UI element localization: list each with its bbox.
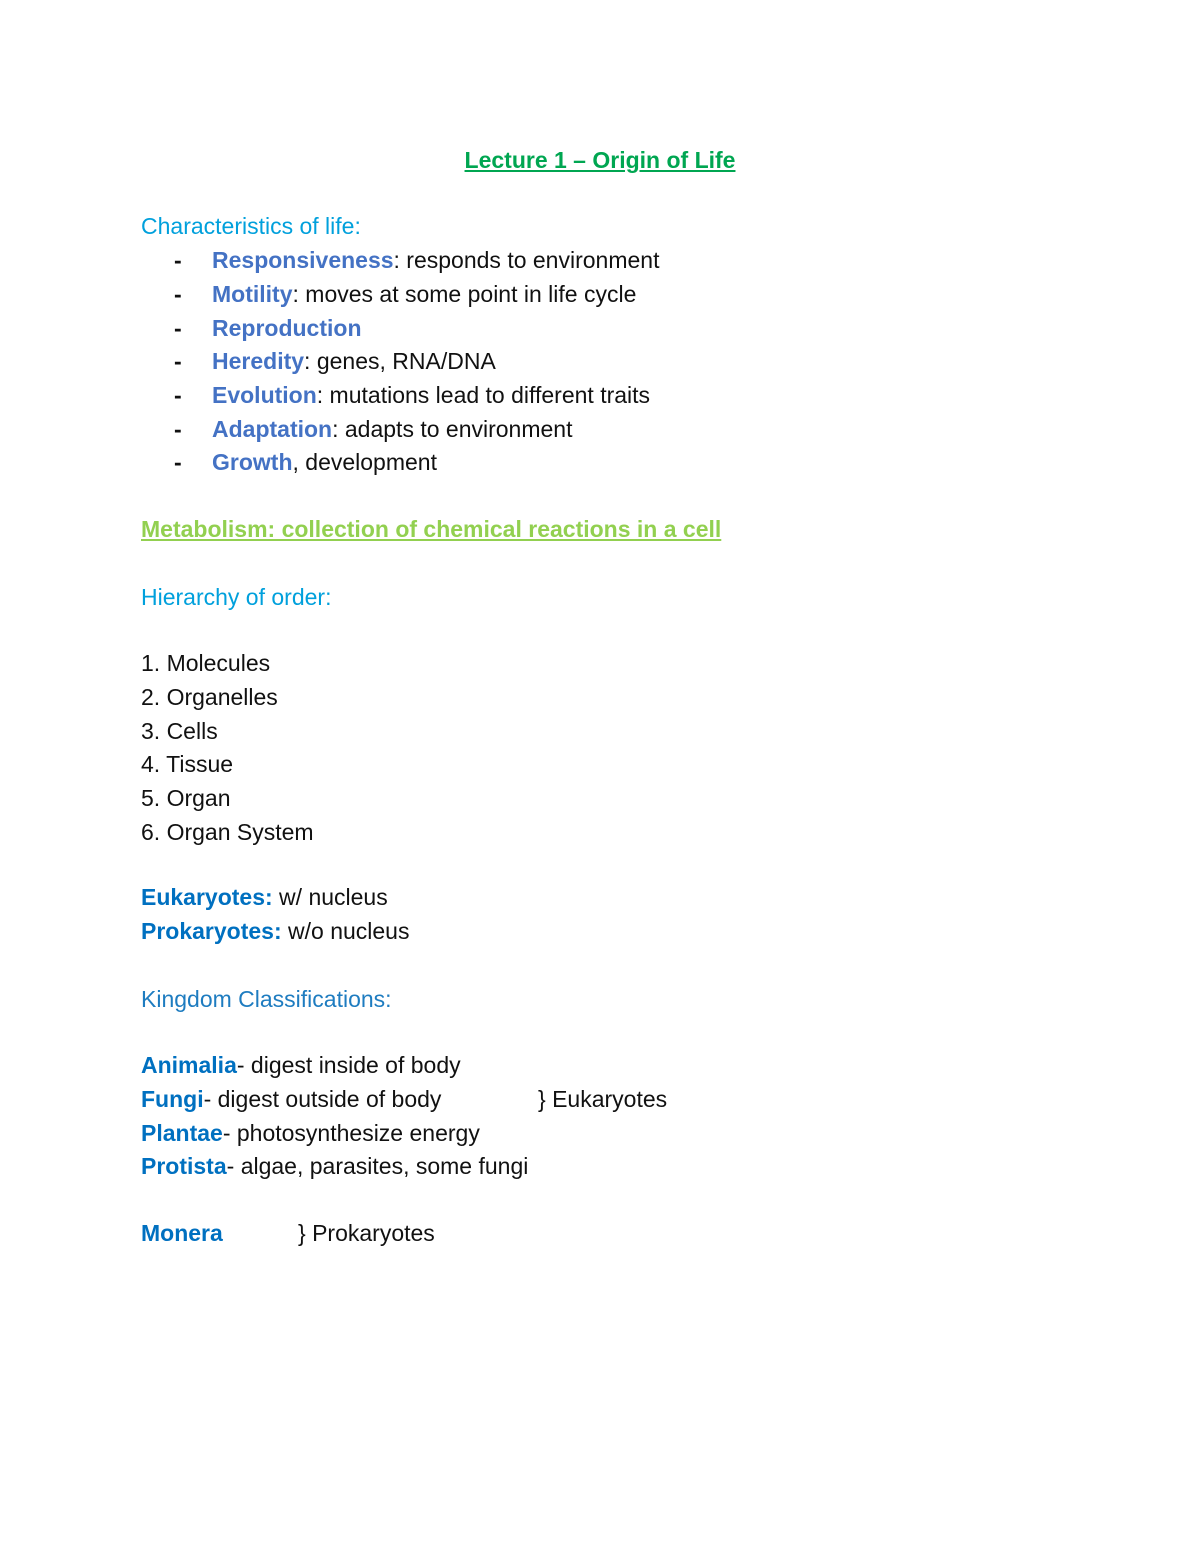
definition: - algae, parasites, some fungi — [226, 1153, 529, 1179]
bullet-dash: - — [174, 449, 182, 475]
list-item — [141, 1082, 441, 1116]
list-item — [174, 412, 572, 446]
page-title: Lecture 1 – Origin of Life — [464, 147, 736, 173]
list-item — [141, 1149, 528, 1183]
prokaryotes-definition — [141, 914, 409, 948]
list-item: 1. Molecules — [141, 650, 271, 676]
term: Heredity — [212, 348, 305, 374]
kingdom-heading: Kingdom Classifications: — [141, 986, 392, 1012]
definition: w/ nucleus — [272, 884, 388, 910]
hierarchy-heading: Hierarchy of order: — [141, 584, 332, 610]
bullet-dash: - — [174, 281, 182, 307]
definition: , development — [292, 449, 437, 475]
term: Responsiveness — [212, 247, 394, 273]
bullet-dash: - — [174, 348, 182, 374]
bullet-dash: - — [174, 247, 182, 273]
metabolism-definition: Metabolism: collection of chemical reactions in a cell — [141, 516, 722, 542]
definition: : mutations lead to different traits — [316, 382, 651, 408]
term: Motility — [212, 281, 293, 307]
term: Eukaryotes: — [141, 884, 273, 910]
list-item — [174, 311, 362, 345]
term: Fungi — [141, 1086, 204, 1112]
term: Prokaryotes: — [141, 918, 282, 944]
term: Protista — [141, 1153, 227, 1179]
list-item: 4. Tissue — [141, 751, 234, 777]
list-item — [141, 1048, 461, 1082]
bullet-dash: - — [174, 315, 182, 341]
definition: : responds to environment — [393, 247, 660, 273]
bullet-dash: - — [174, 382, 182, 408]
list-item: 3. Cells — [141, 718, 218, 744]
list-item — [174, 243, 659, 277]
list-item — [174, 445, 437, 479]
list-item — [174, 344, 496, 378]
definition: - photosynthesize energy — [222, 1120, 480, 1146]
definition: w/o nucleus — [281, 918, 410, 944]
term: Reproduction — [212, 315, 362, 341]
term: Evolution — [212, 382, 317, 408]
list-item: 2. Organelles — [141, 684, 278, 710]
definition: : moves at some point in life cycle — [292, 281, 637, 307]
characteristics-heading: Characteristics of life: — [141, 213, 361, 239]
definition: - digest inside of body — [236, 1052, 461, 1078]
definition: - digest outside of body — [203, 1086, 442, 1112]
term: Monera — [141, 1220, 223, 1246]
eukaryotes-brace-label: } Eukaryotes — [538, 1086, 668, 1112]
list-item: 5. Organ — [141, 785, 231, 811]
eukaryotes-definition — [141, 880, 388, 914]
list-item — [174, 277, 636, 311]
term: Growth — [212, 449, 293, 475]
prokaryotes-brace-label: } Prokaryotes — [298, 1220, 435, 1246]
list-item — [141, 1216, 223, 1250]
list-item — [174, 378, 650, 412]
list-item — [141, 1116, 480, 1150]
definition: : genes, RNA/DNA — [304, 348, 496, 374]
definition: : adapts to environment — [332, 416, 573, 442]
term: Plantae — [141, 1120, 223, 1146]
term: Adaptation — [212, 416, 333, 442]
term: Animalia — [141, 1052, 237, 1078]
bullet-dash: - — [174, 416, 182, 442]
list-item: 6. Organ System — [141, 819, 314, 845]
